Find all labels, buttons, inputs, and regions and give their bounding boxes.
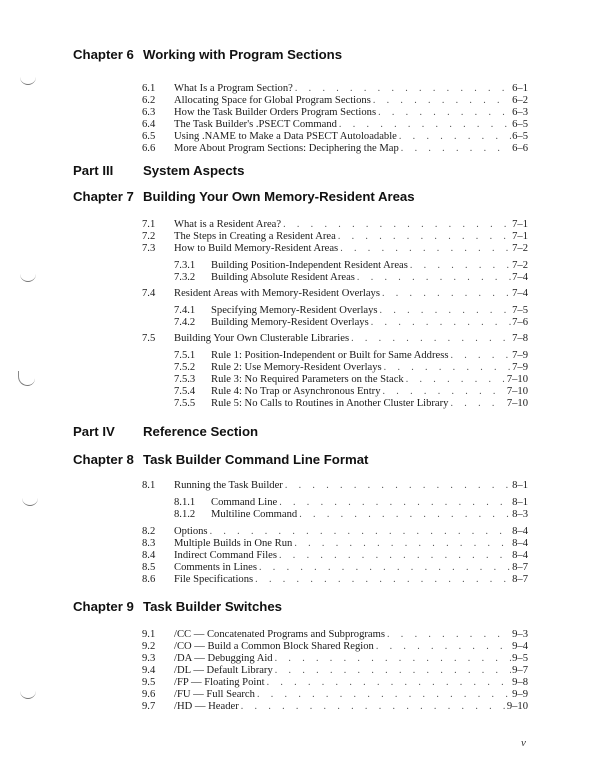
section-number: 6.4: [142, 119, 156, 130]
page-number: 7–10: [506, 374, 528, 385]
leader-dots: [295, 83, 511, 95]
leader-dots: [382, 288, 511, 300]
leader-dots: [376, 641, 511, 653]
page-number: 7–9: [512, 362, 528, 373]
section-number: 7.2: [142, 231, 156, 242]
section-title: Multiple Builds in One Run: [174, 538, 293, 549]
section-number: 7.5.5: [174, 398, 196, 409]
leader-dots: [401, 143, 511, 155]
page-number: 9–8: [512, 677, 528, 688]
section-number: 7.3.2: [174, 272, 196, 283]
section-title: Indirect Command Files: [174, 550, 277, 561]
toc-entry[interactable]: [142, 574, 528, 586]
page-number: 8–1: [512, 480, 528, 491]
page-number: 6–2: [512, 95, 528, 106]
leader-dots: [275, 665, 511, 677]
section-title: Building Absolute Resident Areas: [211, 272, 355, 283]
leader-dots: [387, 629, 511, 641]
leader-dots: [383, 386, 506, 398]
toc-subentry[interactable]: [174, 386, 528, 398]
leader-dots: [255, 574, 511, 586]
leader-dots: [279, 550, 511, 562]
leader-dots: [338, 231, 511, 243]
margin-mark-icon: [20, 273, 36, 282]
section-title: What is a Resident Area?: [174, 219, 282, 230]
page-number: 7–1: [512, 231, 528, 242]
toc-entry[interactable]: [142, 219, 528, 231]
leader-dots: [241, 701, 506, 713]
page-number: 7–6: [512, 317, 528, 328]
page-folio: v: [521, 737, 526, 749]
page-number: 8–3: [512, 509, 528, 520]
section-number: 9.2: [142, 641, 156, 652]
toc-entry[interactable]: [142, 550, 528, 562]
section-title: /CC — Concatenated Programs and Subprograms: [174, 629, 385, 640]
section-number: 8.1: [142, 480, 156, 491]
section-number: 7.4.2: [174, 317, 196, 328]
section-number: 6.5: [142, 131, 156, 142]
page-number: 6–1: [512, 83, 528, 94]
chapter-title: Working with Program Sections: [143, 47, 343, 62]
section-title: /FP — Floating Point: [174, 677, 265, 688]
section-title: Rule 1: Position-Independent or Built for Same Address: [211, 350, 449, 361]
leader-dots: [210, 526, 512, 538]
page-number: 7–4: [512, 272, 528, 283]
section-number: 8.1.1: [174, 497, 196, 508]
margin-mark-icon: [20, 690, 36, 699]
page-number: 9–3: [512, 629, 528, 640]
section-number: 6.3: [142, 107, 156, 118]
part-heading: [73, 424, 258, 439]
toc-entry[interactable]: [142, 701, 528, 713]
toc-entry[interactable]: [142, 665, 528, 677]
section-title: /DL — Default Library: [174, 665, 273, 676]
section-title: Options: [174, 526, 208, 537]
toc-entry[interactable]: [142, 107, 528, 119]
leader-dots: [257, 689, 511, 701]
section-title: Building Position-Independent Resident Areas: [211, 260, 408, 271]
section-title: Building Your Own Clusterable Libraries: [174, 333, 350, 344]
leader-dots: [299, 509, 511, 521]
toc-entry[interactable]: [142, 677, 528, 689]
section-number: 8.2: [142, 526, 156, 537]
section-title: /CO — Build a Common Block Shared Region: [174, 641, 374, 652]
chapter-title: Task Builder Switches: [143, 599, 283, 614]
part-label: Part IV: [73, 424, 115, 439]
leader-dots: [259, 562, 511, 574]
page-number: 7–10: [506, 398, 528, 409]
section-title: Multiline Command: [211, 509, 298, 520]
section-title: How the Task Builder Orders Program Sections: [174, 107, 377, 118]
chapter-label: Chapter 9: [73, 599, 134, 614]
leader-dots: [340, 243, 511, 255]
leader-dots: [294, 538, 511, 550]
toc-entry[interactable]: [142, 689, 528, 701]
page-number: 8–4: [512, 550, 528, 561]
page-number: 9–10: [506, 701, 528, 712]
section-number: 8.4: [142, 550, 156, 561]
page-number: 6–5: [512, 131, 528, 142]
toc-subentry[interactable]: [174, 497, 528, 509]
section-title: /FU — Full Search: [174, 689, 255, 700]
section-number: 6.6: [142, 143, 156, 154]
page-number: 7–10: [506, 386, 528, 397]
section-title: Comments in Lines: [174, 562, 257, 573]
toc-entry[interactable]: [142, 231, 528, 243]
section-title: Using .NAME to Make a Data PSECT Autoloadable: [174, 131, 397, 142]
margin-mark-icon: [18, 371, 35, 386]
section-title: The Steps in Creating a Resident Area: [174, 231, 336, 242]
toc-entry[interactable]: [142, 131, 528, 143]
toc-subentry[interactable]: [174, 317, 528, 329]
section-number: 6.1: [142, 83, 156, 94]
leader-dots: [279, 497, 511, 509]
section-title: Rule 2: Use Memory-Resident Overlays: [211, 362, 382, 373]
leader-dots: [450, 350, 511, 362]
section-number: 7.4.1: [174, 305, 196, 316]
toc-subentry[interactable]: [174, 272, 528, 284]
page-number: 6–5: [512, 119, 528, 130]
chapter-heading: [73, 189, 415, 204]
toc-entry[interactable]: [142, 243, 528, 255]
section-title: /DA — Debugging Aid: [174, 653, 273, 664]
section-number: 9.1: [142, 629, 156, 640]
leader-dots: [380, 305, 512, 317]
page-number: 7–2: [512, 243, 528, 254]
section-number: 6.2: [142, 95, 156, 106]
section-number: 9.6: [142, 689, 156, 700]
page-number: 9–7: [512, 665, 528, 676]
section-number: 9.7: [142, 701, 156, 712]
toc-subentry[interactable]: [174, 260, 528, 272]
section-number: 8.1.2: [174, 509, 196, 520]
section-number: 9.3: [142, 653, 156, 664]
leader-dots: [410, 260, 511, 272]
chapter-label: Chapter 6: [73, 47, 134, 62]
toc-entry[interactable]: [142, 480, 528, 492]
chapter-heading: [73, 599, 282, 614]
section-number: 9.4: [142, 665, 156, 676]
toc-entry[interactable]: [142, 119, 528, 131]
page-number: 7–2: [512, 260, 528, 271]
chapter-heading: [73, 47, 342, 62]
page-number: 9–4: [512, 641, 528, 652]
section-number: 9.5: [142, 677, 156, 688]
toc-subentry[interactable]: [174, 362, 528, 374]
leader-dots: [371, 317, 511, 329]
section-number: 7.5: [142, 333, 156, 344]
leader-dots: [283, 219, 511, 231]
section-number: 7.5.1: [174, 350, 196, 361]
toc-subentry[interactable]: [174, 374, 528, 386]
section-title: Specifying Memory-Resident Overlays: [211, 305, 378, 316]
toc-entry[interactable]: [142, 538, 528, 550]
section-title: Running the Task Builder: [174, 480, 283, 491]
part-label: Part III: [73, 163, 114, 178]
leader-dots: [275, 653, 512, 665]
section-number: 7.5.4: [174, 386, 196, 397]
page-number: 7–1: [512, 219, 528, 230]
section-number: 8.5: [142, 562, 156, 573]
section-number: 7.1: [142, 219, 156, 230]
leader-dots: [399, 131, 511, 143]
toc-entry[interactable]: [142, 562, 528, 574]
leader-dots: [406, 374, 506, 386]
leader-dots: [384, 362, 511, 374]
toc-subentry[interactable]: [174, 398, 528, 410]
section-number: 7.3.1: [174, 260, 196, 271]
section-title: Rule 4: No Trap or Asynchronous Entry: [211, 386, 381, 397]
toc-subentry[interactable]: [174, 509, 528, 521]
section-title: /HD — Header: [174, 701, 239, 712]
leader-dots: [373, 95, 511, 107]
leader-dots: [378, 107, 511, 119]
leader-dots: [357, 272, 511, 284]
part-title: System Aspects: [143, 163, 245, 178]
part-title: Reference Section: [143, 424, 259, 439]
chapter-title: Building Your Own Memory-Resident Areas: [143, 189, 415, 204]
chapter-heading: [73, 452, 368, 467]
section-number: 8.3: [142, 538, 156, 549]
page-number: 6–6: [512, 143, 528, 154]
page-number: 8–4: [512, 538, 528, 549]
chapter-label: Chapter 7: [73, 189, 134, 204]
page-number: 8–7: [512, 562, 528, 573]
toc-subentry[interactable]: [174, 305, 528, 317]
leader-dots: [285, 480, 511, 492]
toc-entry[interactable]: [142, 95, 528, 107]
page-number: 8–7: [512, 574, 528, 585]
section-title: More About Program Sections: Deciphering the Map: [174, 143, 399, 154]
toc-subentry[interactable]: [174, 350, 528, 362]
page-number: 7–8: [512, 333, 528, 344]
section-number: 7.5.2: [174, 362, 196, 373]
page-number: 8–1: [512, 497, 528, 508]
page-number: 7–9: [512, 350, 528, 361]
section-title: Command Line: [211, 497, 278, 508]
section-title: How to Build Memory-Resident Areas: [174, 243, 339, 254]
section-title: File Specifications: [174, 574, 254, 585]
toc-entry[interactable]: [142, 629, 528, 641]
chapter-label: Chapter 8: [73, 452, 134, 467]
margin-mark-icon: [22, 497, 38, 506]
section-number: 7.4: [142, 288, 156, 299]
margin-mark-icon: [20, 76, 36, 85]
leader-dots: [267, 677, 512, 689]
section-number: 7.3: [142, 243, 156, 254]
section-title: What Is a Program Section?: [174, 83, 293, 94]
leader-dots: [351, 333, 511, 345]
section-title: The Task Builder's .PSECT Command: [174, 119, 337, 130]
section-title: Rule 5: No Calls to Routines in Another Cluster Library: [211, 398, 449, 409]
toc-entry[interactable]: [142, 333, 528, 345]
toc-entry[interactable]: [142, 526, 528, 538]
section-title: Rule 3: No Required Parameters on the Stack: [211, 374, 404, 385]
leader-dots: [339, 119, 511, 131]
leader-dots: [450, 398, 505, 410]
toc-entry[interactable]: [142, 83, 528, 95]
page-number: 9–9: [512, 689, 528, 700]
section-number: 8.6: [142, 574, 156, 585]
page-number: 9–5: [512, 653, 528, 664]
toc-entry[interactable]: [142, 641, 528, 653]
page-number: 7–4: [512, 288, 528, 299]
section-title: Building Memory-Resident Overlays: [211, 317, 369, 328]
toc-entry[interactable]: [142, 288, 528, 300]
page-number: 8–4: [512, 526, 528, 537]
part-heading: [73, 163, 244, 178]
section-title: Resident Areas with Memory-Resident Overlays: [174, 288, 380, 299]
toc-entry[interactable]: [142, 653, 528, 665]
section-title: Allocating Space for Global Program Sections: [174, 95, 371, 106]
page-number: 7–5: [512, 305, 528, 316]
page-number: 6–3: [512, 107, 528, 118]
section-number: 7.5.3: [174, 374, 196, 385]
toc-entry[interactable]: [142, 143, 528, 155]
chapter-title: Task Builder Command Line Format: [143, 452, 369, 467]
